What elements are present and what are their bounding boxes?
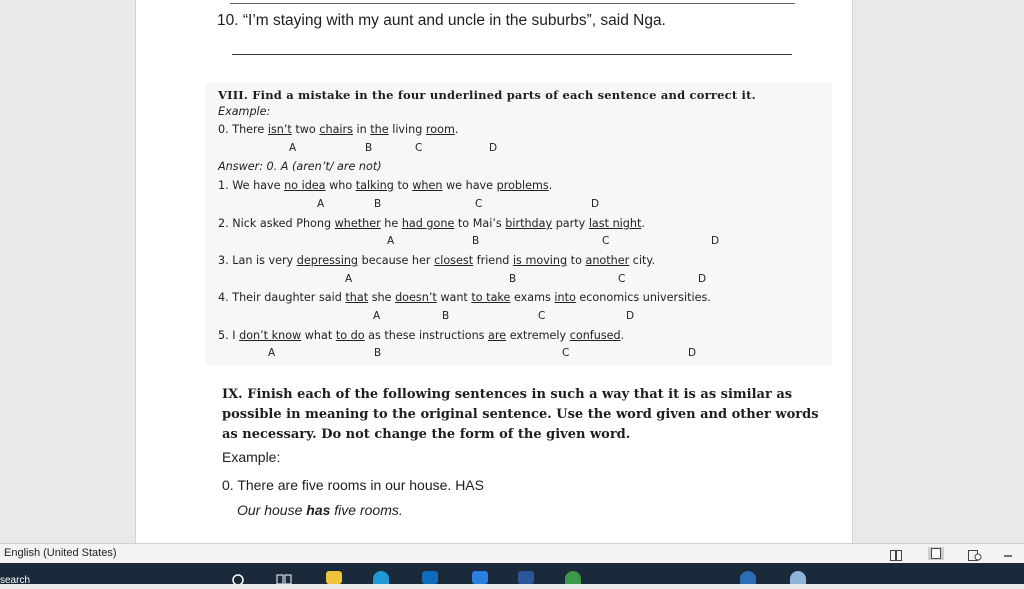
option-label: C: [475, 198, 483, 210]
option-label: A: [268, 347, 276, 359]
task-view-icon[interactable]: [276, 571, 292, 584]
page-top-rule: [230, 3, 795, 4]
zoom-out-icon[interactable]: [1003, 548, 1015, 559]
taskbar: [0, 563, 1024, 584]
option-label: A: [289, 142, 297, 154]
option-label: A: [345, 273, 353, 285]
example-answer: Answer: 0. A (aren’t/ are not): [218, 160, 382, 173]
option-label: C: [415, 142, 423, 154]
word-icon[interactable]: [518, 571, 534, 584]
zalo-icon[interactable]: [472, 571, 488, 584]
option-label: C: [562, 347, 570, 359]
answer-line[interactable]: [232, 54, 792, 55]
system-tray-icon[interactable]: [740, 571, 756, 584]
option-label: A: [317, 198, 325, 210]
weather-icon[interactable]: [790, 571, 806, 584]
option-label: D: [591, 198, 600, 210]
option-label: C: [538, 310, 546, 322]
option-label: B: [374, 198, 382, 210]
option-label: D: [698, 273, 707, 285]
option-label: C: [618, 273, 626, 285]
option-label: A: [387, 235, 395, 247]
option-label: D: [688, 347, 697, 359]
file-explorer-icon[interactable]: [326, 571, 342, 584]
option-label: D: [711, 235, 720, 247]
example-sentence: 0. There isn’t two chairs in the living room.: [218, 123, 459, 136]
option-label: B: [472, 235, 480, 247]
read-mode-icon[interactable]: [890, 548, 902, 559]
search-icon[interactable]: [230, 571, 246, 584]
section-9-heading: IX. Finish each of the following sentences in such a way that it is as similar as possible in meaning to the original sentence. Use the word given and other words as necessary. Do not change the form of the given word.: [222, 387, 819, 442]
option-label: B: [365, 142, 373, 154]
taskbar-search[interactable]: search: [0, 575, 31, 586]
example-answer-2: Our house has five rooms.: [237, 502, 403, 518]
mail-icon[interactable]: [422, 571, 438, 584]
status-bar: [0, 543, 1024, 564]
edge-icon[interactable]: [373, 571, 389, 584]
language-indicator[interactable]: English (United States): [4, 547, 117, 559]
web-layout-icon[interactable]: [968, 548, 980, 559]
option-label: D: [626, 310, 635, 322]
question-4: 4. Their daughter said that she doesn’t want to take exams into economics universities.: [218, 291, 711, 304]
chrome-icon[interactable]: [565, 571, 581, 584]
question-1: 1. We have no idea who talking to when we have problems.: [218, 179, 553, 192]
section-8-heading: VIII. Find a mistake in the four underlined parts of each sentence and correct it.: [218, 88, 756, 102]
question-5: 5. I don’t know what to do as these instructions are extremely confused.: [218, 329, 625, 342]
option-label: B: [509, 273, 517, 285]
question-10: 10. “I’m staying with my aunt and uncle in the suburbs”, said Nga.: [217, 12, 666, 29]
option-label: D: [489, 142, 498, 154]
example-label-2: Example:: [222, 449, 281, 465]
option-label: C: [602, 235, 610, 247]
option-label: A: [373, 310, 381, 322]
example-label: Example:: [218, 105, 271, 118]
question-3: 3. Lan is very depressing because her closest friend is moving to another city.: [218, 254, 656, 267]
example-sentence-2: 0. There are five rooms in our house. HAS: [222, 477, 484, 493]
option-label: B: [374, 347, 382, 359]
question-2: 2. Nick asked Phong whether he had gone to Mai’s birthday party last night.: [218, 217, 645, 230]
option-label: B: [442, 310, 450, 322]
print-layout-icon[interactable]: [928, 547, 944, 560]
